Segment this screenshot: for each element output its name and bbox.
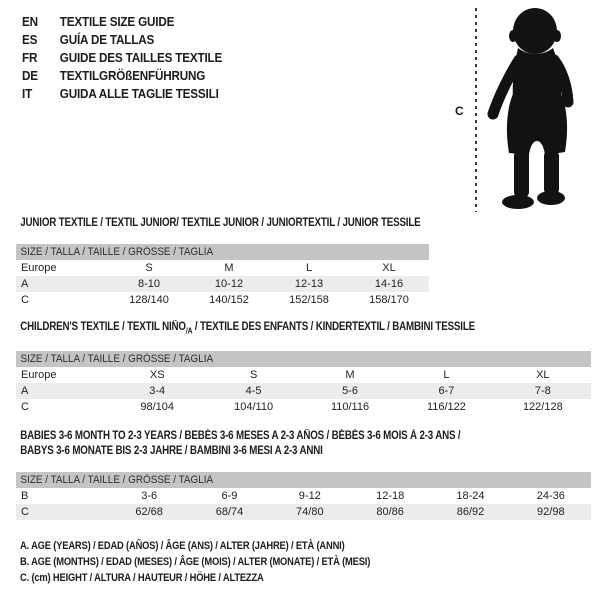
- table-row: [16, 383, 591, 399]
- table-section-3: [16, 429, 591, 520]
- table-title-text: / TEXTILE DES ENFANTS / KINDERTEXTIL / BAMBINI TESSILE: [192, 321, 475, 333]
- size-header-band: [16, 351, 591, 367]
- table-cell: 140/152: [209, 294, 249, 306]
- language-code: FR: [22, 50, 38, 65]
- size-header-band: [16, 244, 429, 260]
- table-cell: 18-24: [456, 490, 485, 502]
- table-title-text: BABYS 3-6 MONATE BIS 2-3 JAHRE / BAMBINI 3-6 MESI A 2-3 ANNI: [20, 445, 323, 457]
- table-cell: M: [345, 369, 355, 382]
- height-label: C: [455, 104, 464, 118]
- size-header-band: [16, 472, 591, 488]
- table-cell: L: [443, 369, 450, 382]
- table-title: [16, 216, 420, 231]
- table-cell: XS: [149, 369, 165, 382]
- footnote: A. AGE (YEARS) / EDAD (AÑOS) / ÂGE (ANS) / ALTER (JAHRE) / ETÀ (ANNI): [20, 540, 345, 552]
- table-row: [16, 399, 591, 415]
- row-label: Europe: [21, 369, 57, 382]
- table-cell: XL: [382, 262, 396, 274]
- table-cell: 68/74: [215, 506, 244, 518]
- table-cell: 8-10: [137, 278, 161, 290]
- table-cell: L: [305, 262, 313, 274]
- row-label: C: [21, 294, 29, 306]
- row-label: C: [21, 506, 29, 518]
- size-header-text: SIZE / TALLA / TAILLE / GRÖSSE / TAGLIA: [20, 474, 214, 486]
- language-row: [22, 31, 222, 49]
- table-cell: 3-4: [149, 385, 166, 398]
- table-cell: 110/116: [330, 401, 370, 414]
- language-row: [22, 67, 222, 85]
- row-label: B: [21, 490, 29, 502]
- table-cell: 5-6: [342, 385, 358, 398]
- table-cell: 86/92: [456, 506, 485, 518]
- table-cell: 12-18: [376, 490, 405, 502]
- language-row: [22, 13, 222, 31]
- table-cell: 3-6: [141, 490, 158, 502]
- table-row: [16, 504, 591, 520]
- table-cell: 6-9: [221, 490, 238, 502]
- row-label: A: [21, 278, 29, 290]
- language-code: IT: [22, 86, 33, 101]
- table-cell: M: [224, 262, 234, 274]
- table-cell: XL: [536, 369, 550, 382]
- table-cell: 4-5: [245, 385, 262, 398]
- table-title-text: CHILDREN'S TEXTILE / TEXTIL NIÑO: [20, 321, 186, 333]
- table-cell: 152/158: [289, 294, 329, 306]
- table-cell: 9-12: [298, 490, 321, 502]
- table-cell: 10-12: [214, 278, 244, 290]
- size-header-text: SIZE / TALLA / TAILLE / GRÖSSE / TAGLIA: [20, 353, 214, 366]
- table-cell: 24-36: [536, 490, 565, 502]
- table-cell: 122/128: [522, 401, 563, 414]
- table-section-1: [16, 216, 492, 308]
- table-title-text: BABIES 3-6 MONTH TO 2-3 YEARS / BEBÉS 3-6 MESES A 2-3 AÑOS / BÉBÉS 3-6 MOIS À 2-3 ANS /: [20, 430, 461, 442]
- footnote: C. (cm) HEIGHT / ALTURA / HAUTEUR / HÖHE / ALTEZZA: [20, 572, 264, 584]
- table-row: [16, 260, 429, 276]
- table-cell: 80/86: [376, 506, 404, 518]
- footnote: B. AGE (MONTHS) / EDAD (MESES) / ÂGE (MOIS) / ALTER (MONATE) / ETÀ (MESI): [20, 556, 371, 568]
- table-cell: 116/122: [426, 401, 466, 414]
- table-title-line: [20, 216, 420, 231]
- table-cell: 62/68: [135, 506, 163, 518]
- language-row: [22, 49, 222, 67]
- table-cell: 128/140: [129, 294, 169, 306]
- table-cell: 12-13: [294, 278, 324, 290]
- row-label: Europe: [21, 262, 57, 274]
- table-row: [16, 488, 591, 504]
- language-code: ES: [22, 32, 38, 47]
- table-title-line: [20, 444, 505, 459]
- language-code: DE: [22, 68, 38, 83]
- table-title-text: /A: [185, 326, 193, 336]
- size-table: [16, 351, 591, 415]
- row-label: C: [21, 401, 29, 414]
- table-cell: S: [249, 369, 258, 382]
- language-label: GUÍA DE TALLAS: [59, 32, 155, 47]
- table-cell: 74/80: [296, 506, 324, 518]
- size-table: [16, 244, 429, 308]
- table-title: [16, 429, 505, 459]
- table-cell: 158/170: [369, 294, 409, 306]
- size-header-text: SIZE / TALLA / TAILLE / GRÖSSE / TAGLIA: [20, 246, 214, 258]
- baby-silhouette-icon: [486, 4, 588, 212]
- table-title-line: [20, 320, 505, 338]
- table-cell: 92/98: [537, 506, 565, 518]
- table-cell: 7-8: [534, 385, 551, 398]
- table-title: [16, 320, 505, 338]
- table-cell: 14-16: [374, 278, 404, 290]
- row-label: A: [21, 385, 29, 398]
- table-title-line: [20, 429, 505, 444]
- language-list: [22, 13, 222, 103]
- table-section-2: [16, 320, 591, 415]
- language-label: TEXTILGRÖßENFÜHRUNG: [59, 68, 206, 83]
- size-table: [16, 472, 591, 520]
- table-title-text: JUNIOR TEXTILE / TEXTIL JUNIOR/ TEXTILE JUNIOR / JUNIORTEXTIL / JUNIOR TESSILE: [20, 217, 421, 229]
- table-cell: 98/104: [140, 401, 175, 414]
- language-code: EN: [22, 14, 38, 29]
- language-row: [22, 85, 222, 103]
- table-row: [16, 292, 429, 308]
- table-cell: 6-7: [438, 385, 455, 398]
- footnotes: [20, 538, 432, 586]
- height-dashed-line: [475, 8, 477, 212]
- table-cell: S: [145, 262, 153, 274]
- table-row: [16, 367, 591, 383]
- table-row: [16, 276, 429, 292]
- language-label: GUIDA ALLE TAGLIE TESSILI: [59, 86, 219, 101]
- language-label: TEXTILE SIZE GUIDE: [59, 14, 175, 29]
- table-cell: 104/110: [234, 401, 274, 414]
- language-label: GUIDE DES TAILLES TEXTILE: [59, 50, 223, 65]
